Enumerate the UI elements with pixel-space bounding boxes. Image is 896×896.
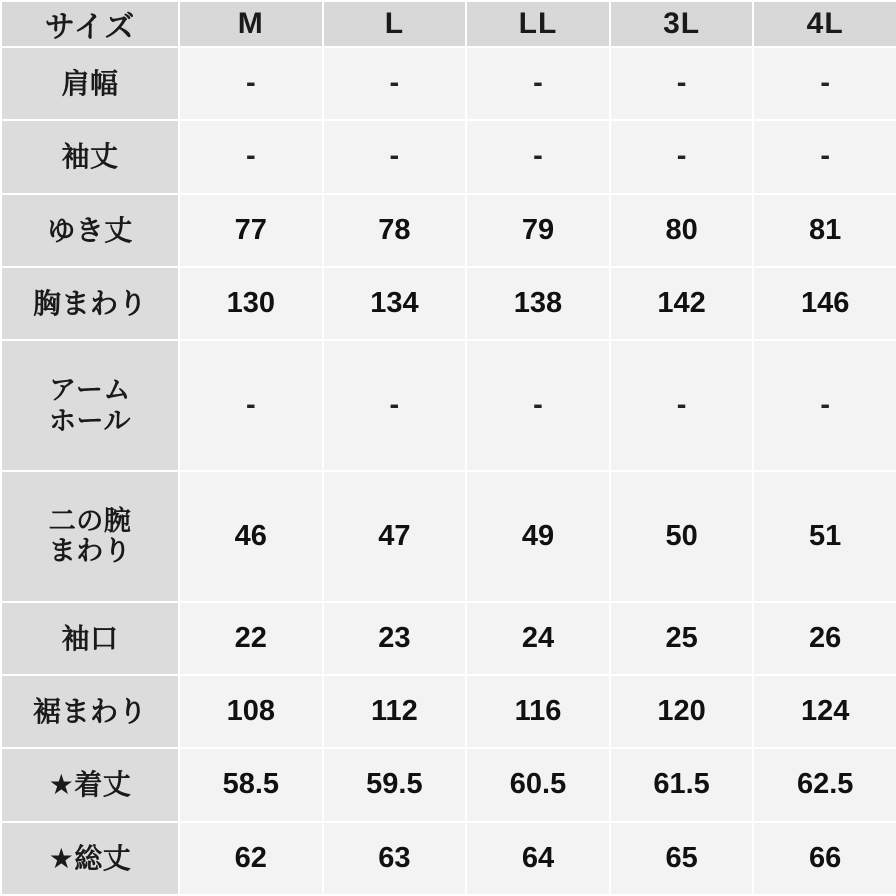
table-row	[1, 748, 896, 821]
row-label-soutake: ★総丈	[1, 822, 179, 895]
cell-yukitake-m: 77	[179, 194, 323, 267]
cell-munemawari-3l: 142	[610, 267, 754, 340]
cell-sodeguchi-ll: 24	[466, 602, 610, 675]
cell-katahaba-l: -	[323, 47, 467, 120]
cell-munemawari-m: 130	[179, 267, 323, 340]
cell-sodeguchi-l: 23	[323, 602, 467, 675]
cell-sodetake-4l: -	[753, 120, 896, 193]
row-label-ninoude-line1: 二の腕	[48, 506, 132, 537]
table-row	[1, 194, 896, 267]
row-label-ninoude	[1, 471, 179, 602]
cell-kitake-m: 58.5	[179, 748, 323, 821]
cell-yukitake-ll: 79	[466, 194, 610, 267]
cell-kitake-ll: 60.5	[466, 748, 610, 821]
row-label-armhole-line2: ホール	[49, 405, 131, 436]
header-size-3l: 3L	[610, 1, 754, 47]
row-label-ninoude-line2: まわり	[48, 536, 132, 567]
cell-ninoude-4l: 51	[753, 471, 896, 602]
header-size-label: サイズ	[1, 1, 179, 47]
cell-armhole-ll: -	[466, 340, 610, 471]
cell-munemawari-ll: 138	[466, 267, 610, 340]
cell-ninoude-ll: 49	[466, 471, 610, 602]
cell-soutake-4l: 66	[753, 822, 896, 895]
cell-ninoude-l: 47	[323, 471, 467, 602]
cell-sodetake-ll: -	[466, 120, 610, 193]
table-row	[1, 47, 896, 120]
cell-susomawari-l: 112	[323, 675, 467, 748]
cell-kitake-3l: 61.5	[610, 748, 754, 821]
cell-katahaba-m: -	[179, 47, 323, 120]
row-label-armhole	[1, 340, 179, 471]
cell-munemawari-l: 134	[323, 267, 467, 340]
cell-armhole-3l: -	[610, 340, 754, 471]
cell-soutake-l: 63	[323, 822, 467, 895]
cell-susomawari-ll: 116	[466, 675, 610, 748]
cell-susomawari-4l: 124	[753, 675, 896, 748]
cell-yukitake-l: 78	[323, 194, 467, 267]
header-size-m: M	[179, 1, 323, 47]
row-label-kitake: ★着丈	[1, 748, 179, 821]
row-label-sodetake: 袖丈	[1, 120, 179, 193]
table-row	[1, 822, 896, 895]
row-label-katahaba: 肩幅	[1, 47, 179, 120]
cell-soutake-ll: 64	[466, 822, 610, 895]
cell-armhole-l: -	[323, 340, 467, 471]
cell-susomawari-m: 108	[179, 675, 323, 748]
cell-katahaba-ll: -	[466, 47, 610, 120]
cell-sodeguchi-3l: 25	[610, 602, 754, 675]
header-size-l: L	[323, 1, 467, 47]
header-size-ll: LL	[466, 1, 610, 47]
cell-kitake-4l: 62.5	[753, 748, 896, 821]
row-label-susomawari: 裾まわり	[1, 675, 179, 748]
cell-armhole-m: -	[179, 340, 323, 471]
row-label-armhole-line1: アーム	[49, 375, 131, 406]
cell-soutake-m: 62	[179, 822, 323, 895]
table-row	[1, 471, 896, 602]
cell-katahaba-4l: -	[753, 47, 896, 120]
cell-armhole-4l: -	[753, 340, 896, 471]
cell-yukitake-4l: 81	[753, 194, 896, 267]
cell-ninoude-m: 46	[179, 471, 323, 602]
table-row	[1, 675, 896, 748]
cell-katahaba-3l: -	[610, 47, 754, 120]
table-header-row	[1, 1, 896, 47]
cell-sodeguchi-4l: 26	[753, 602, 896, 675]
cell-sodetake-3l: -	[610, 120, 754, 193]
table-row	[1, 120, 896, 193]
cell-ninoude-3l: 50	[610, 471, 754, 602]
cell-yukitake-3l: 80	[610, 194, 754, 267]
row-label-sodeguchi: 袖口	[1, 602, 179, 675]
cell-munemawari-4l: 146	[753, 267, 896, 340]
table-row	[1, 602, 896, 675]
cell-sodetake-l: -	[323, 120, 467, 193]
header-size-4l: 4L	[753, 1, 896, 47]
cell-soutake-3l: 65	[610, 822, 754, 895]
table-row	[1, 267, 896, 340]
table-row	[1, 340, 896, 471]
cell-kitake-l: 59.5	[323, 748, 467, 821]
cell-sodeguchi-m: 22	[179, 602, 323, 675]
row-label-munemawari: 胸まわり	[1, 267, 179, 340]
cell-susomawari-3l: 120	[610, 675, 754, 748]
row-label-yukitake: ゆき丈	[1, 194, 179, 267]
cell-sodetake-m: -	[179, 120, 323, 193]
